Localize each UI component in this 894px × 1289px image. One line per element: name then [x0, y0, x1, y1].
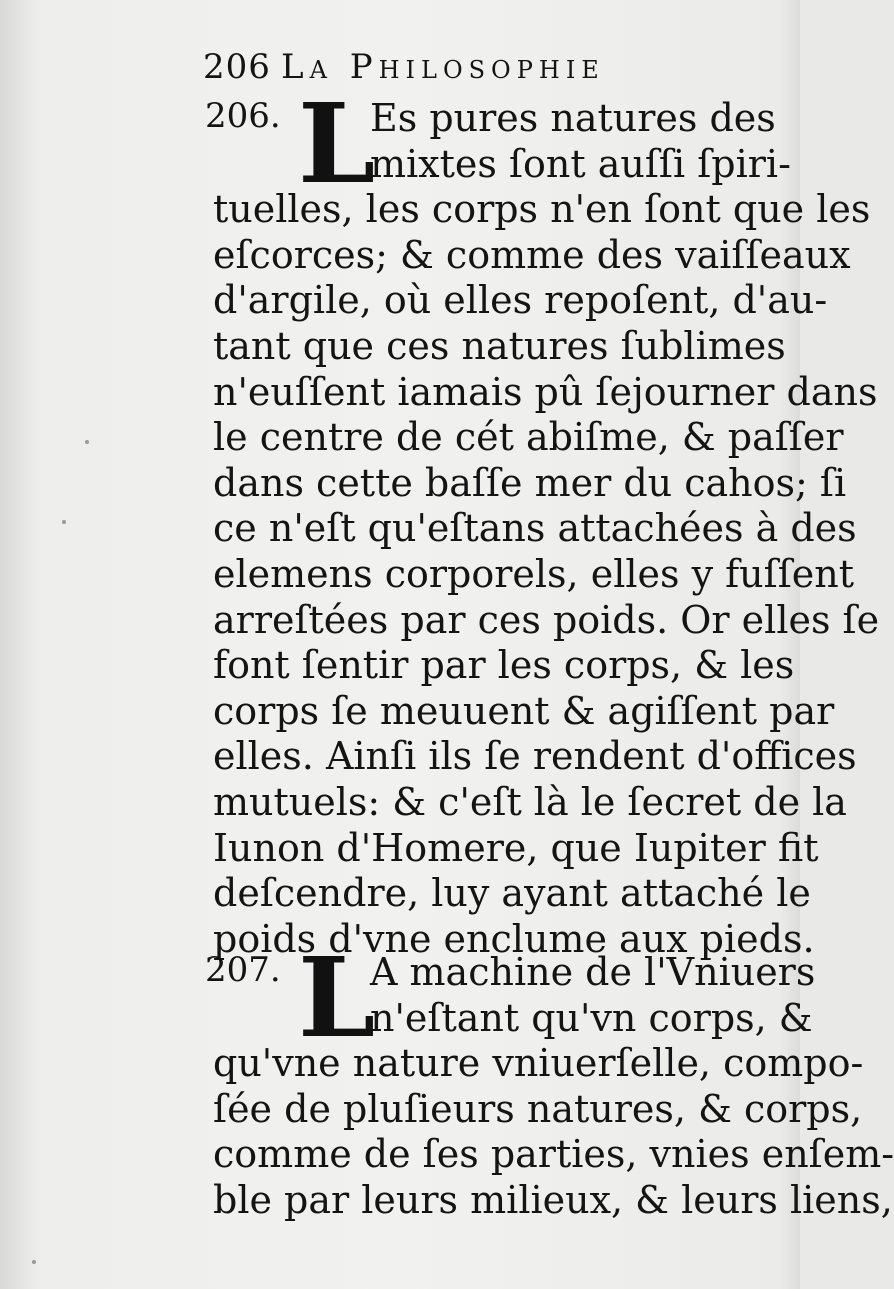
text-line: Iunon d'Homere, que Iupiter fit	[213, 825, 819, 870]
text-line: arreſtées par ces poids. Or elles ſe	[213, 597, 880, 642]
text-line: ſée de pluſieurs natures, & corps,	[213, 1086, 863, 1131]
text-line: dans cette baſſe mer du cahos; ſi	[213, 460, 847, 505]
paragraph-number: 206.	[205, 96, 281, 136]
text-line: font ſentir par les corps, & les	[213, 643, 795, 688]
text-line: mixtes ſont auſſi ſpiri-	[370, 141, 791, 186]
text-line: corps ſe meuuent & agiſſent par	[213, 688, 835, 733]
page-number: 206	[203, 47, 271, 87]
text-line: qu'vne nature vniuerſelle, compo-	[213, 1041, 864, 1086]
paper-speck	[85, 440, 89, 444]
paper-speck	[32, 1260, 36, 1264]
text-line: A machine de l'Vniuers	[370, 950, 816, 994]
drop-cap: L	[298, 79, 376, 208]
page-header	[203, 42, 673, 92]
text-line: d'argile, où elles repoſent, d'au-	[213, 278, 828, 323]
paragraph-206	[200, 79, 880, 962]
text-line: elles. Ainſi ils ſe rendent d'offices	[213, 734, 857, 779]
text-line: tuelles, les corps n'en ſont que les	[213, 187, 871, 232]
text-line: ce n'eſt qu'eſtans attachées à des	[213, 506, 857, 551]
text-line: tant que ces natures ſublimes	[213, 323, 786, 368]
text-line: deſcendre, luy ayant attaché le	[213, 871, 811, 916]
text-line: comme de ſes parties, vnies enſem-	[213, 1132, 894, 1177]
text-line: mutuels: & c'eſt là le ſecret de la	[213, 779, 847, 824]
paragraph-number: 207.	[205, 950, 281, 990]
text-line: n'euſſent iamais pû ſejourner dans	[213, 369, 878, 414]
running-title: La Philosophie	[281, 47, 605, 87]
text-line: elemens corporels, elles y fuſſent	[213, 551, 855, 596]
paper-speck	[62, 520, 66, 524]
text-line: le centre de cét abiſme, & paſſer	[213, 415, 844, 460]
text-line: ble par leurs milieux, & leurs liens,	[213, 1177, 893, 1222]
text-line: n'eſtant qu'vn corps, &	[370, 995, 813, 1040]
text-line: poids d'vne enclume aux pieds.	[213, 916, 815, 961]
drop-cap: L	[298, 933, 376, 1062]
text-line: Es pures natures des	[370, 96, 776, 140]
text-line: eſcorces; & comme des vaiſſeaux	[213, 232, 851, 277]
